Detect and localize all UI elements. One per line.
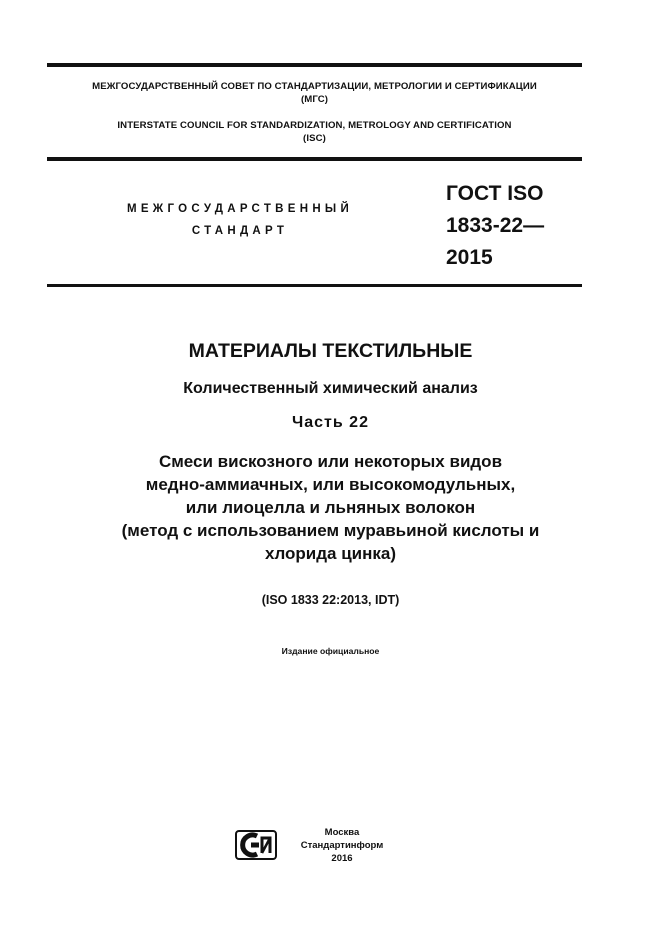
standard-type-line1: МЕЖГОСУДАРСТВЕННЫЙ [126, 203, 354, 215]
publisher-block [292, 826, 392, 865]
standartinform-logo-icon [235, 830, 277, 860]
publisher-city: Москва [324, 827, 360, 838]
header-divider [47, 157, 582, 161]
standard-type [100, 198, 380, 242]
council-ru [47, 80, 582, 106]
standard-code-line1: ГОСТ ISO [446, 182, 544, 205]
document-description [40, 450, 621, 565]
council-en-abbr: (ISC) [303, 133, 326, 144]
document-subtitle: Количественный химический анализ [183, 380, 478, 397]
top-rule [47, 63, 582, 67]
standard-code-line2: 1833-22— [446, 214, 545, 237]
description-line: (метод с использованием муравьиной кислоты и [121, 521, 540, 540]
council-en-name: INTERSTATE COUNCIL FOR STANDARDIZATION, METROLOGY AND CERTIFICATION [117, 120, 512, 131]
publisher-name: Стандартинформ [300, 840, 384, 851]
standard-code [446, 178, 544, 274]
description-line: Смеси вискозного или некоторых видов [158, 452, 503, 471]
iso-reference: (ISO 1833 22:2013, IDT) [261, 593, 400, 607]
edition-note: Издание официальное [281, 646, 380, 656]
document-title: МАТЕРИАЛЫ ТЕКСТИЛЬНЫЕ [188, 340, 473, 362]
document-part: Часть 22 [292, 414, 369, 431]
standard-code-line3: 2015 [446, 246, 493, 269]
council-ru-name: МЕЖГОСУДАРСТВЕННЫЙ СОВЕТ ПО СТАНДАРТИЗАЦИИ, МЕТРОЛОГИИ И СЕРТИФИКАЦИИ [92, 81, 537, 92]
publisher-year: 2016 [331, 853, 353, 864]
code-divider [47, 284, 582, 287]
council-ru-abbr: (МГС) [300, 94, 329, 105]
council-en [47, 119, 582, 145]
description-line: хлорида цинка) [264, 544, 396, 563]
description-line: медно-аммиачных, или высокомодульных, [145, 475, 516, 494]
description-line: или лиоцелла и льняных волокон [185, 498, 476, 517]
standard-type-line2: СТАНДАРТ [191, 225, 289, 237]
